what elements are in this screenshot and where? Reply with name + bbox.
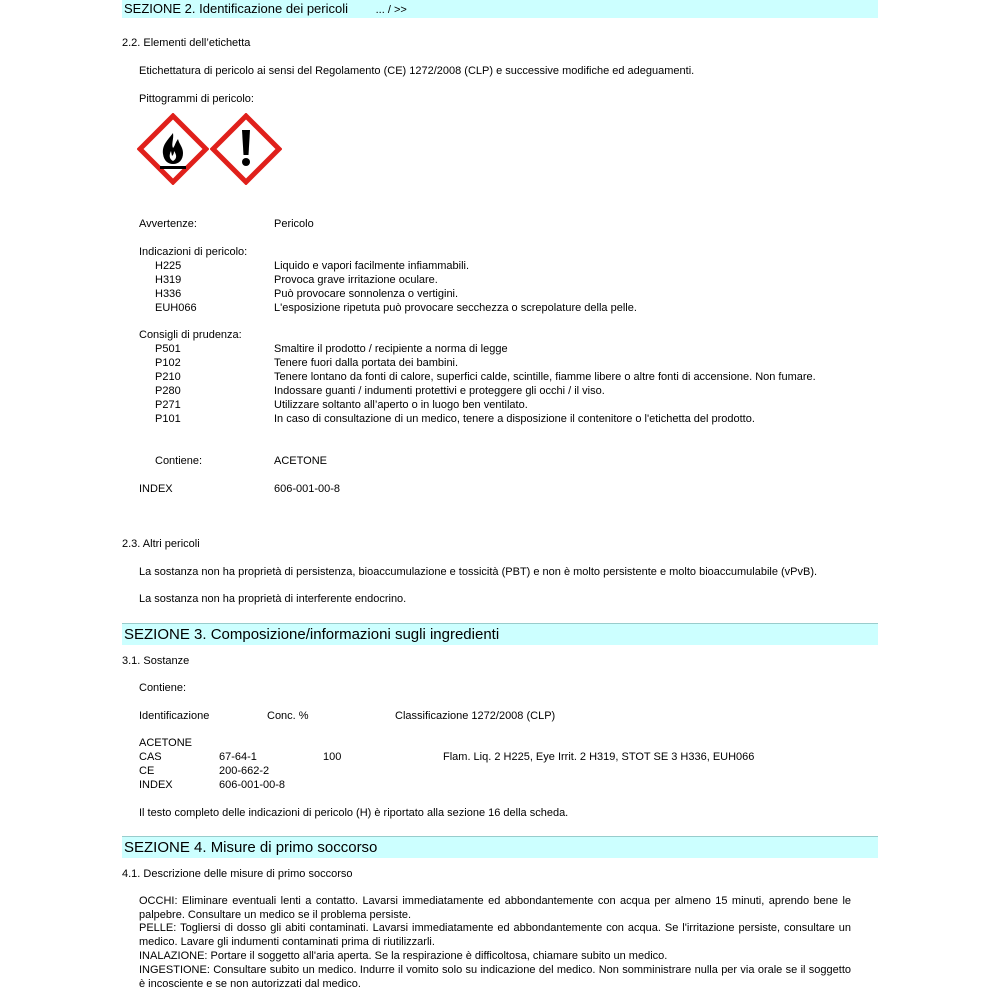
heading-3-1: 3.1. Sostanze <box>122 655 190 667</box>
first-aid-ingestion: INGESTIONE: Consultare subito un medico. Indurre il vomito solo su indicazione del medico. Non somministrare nulla per via orale se il soggetto è incosciente e se non autorizzati dal medico. <box>139 964 851 990</box>
precaution-code: P102 <box>155 357 181 369</box>
precaution-code: P280 <box>155 385 181 397</box>
row-classification: Flam. Liq. 2 H225, Eye Irrit. 2 H319, STOT SE 3 H336, EUH066 <box>443 751 755 763</box>
labelling-text: Etichettatura di pericolo ai sensi del Regolamento (CE) 1272/2008 (CLP) e successive modifiche ed adeguamenti. <box>139 65 695 77</box>
other-hazards-pbt: La sostanza non ha proprietà di persistenza, bioaccumulazione e tossicità (PBT) e non è molto persistente e molto bioaccumulabile (vPvB). <box>139 566 818 578</box>
precautionary-statements-label: Consigli di prudenza: <box>139 329 242 341</box>
hazard-text: Può provocare sonnolenza o vertigini. <box>274 288 459 300</box>
row-concentration: 100 <box>323 751 342 763</box>
continuation-marker: ... / >> <box>375 4 407 16</box>
other-hazards-endocrine: La sostanza non ha proprietà di interferente endocrino. <box>139 593 407 605</box>
hazard-code: H225 <box>155 260 182 272</box>
precaution-text: Indossare guanti / indumenti protettivi e proteggere gli occhi / il viso. <box>274 385 605 397</box>
flame-pictogram-icon <box>137 113 209 185</box>
first-aid-eyes: OCCHI: Eliminare eventuali lenti a contatto. Lavarsi immediatamente ed abbondantemente con acqua per almeno 15 minuti, aprendo bene le palpebre. Consultare un medico se il problema persiste. <box>139 895 851 921</box>
pictograms-label: Pittogrammi di pericolo: <box>139 93 254 105</box>
row-value: 606-001-00-8 <box>219 779 286 791</box>
precaution-text: In caso di consultazione di un medico, tenere a disposizione il contenitore o l'etichetta del prodotto. <box>274 413 755 425</box>
hazard-text: Liquido e vapori facilmente infiammabili. <box>274 260 470 272</box>
row-key: CAS <box>139 751 162 763</box>
hazard-code: H336 <box>155 288 182 300</box>
precaution-code: P101 <box>155 413 181 425</box>
first-aid-inhalation: INALAZIONE: Portare il soggetto all'aria aperta. Se la respirazione è difficoltosa, chiamare subito un medico. <box>139 950 668 962</box>
heading-2-2: 2.2. Elementi dell’etichetta <box>122 37 251 49</box>
section-2-header <box>122 0 878 18</box>
row-key: CE <box>139 765 155 777</box>
index-value: 606-001-00-8 <box>274 483 341 495</box>
heading-4-1: 4.1. Descrizione delle misure di primo soccorso <box>122 868 353 880</box>
row-value: 200-662-2 <box>219 765 270 777</box>
section-4-header <box>122 836 878 858</box>
substance-name: ACETONE <box>139 737 192 749</box>
precaution-code: P271 <box>155 399 181 411</box>
column-identification: Identificazione <box>139 710 210 722</box>
section-3-note: Il testo completo delle indicazioni di pericolo (H) è riportato alla sezione 16 della scheda. <box>139 807 569 819</box>
hazard-text: Provoca grave irritazione oculare. <box>274 274 438 286</box>
precaution-text: Utilizzare soltanto all’aperto o in luogo ben ventilato. <box>274 399 528 411</box>
section-4-title: SEZIONE 4. Misure di primo soccorso <box>124 839 378 856</box>
contains-label: Contiene: <box>155 455 203 467</box>
hazard-text: L'esposizione ripetuta può provocare secchezza o screpolature della pelle. <box>274 302 637 314</box>
first-aid-skin: PELLE: Togliersi di dosso gli abiti contaminati. Lavarsi immediatamente ed abbondantemente con acqua. Se l'irritazione persiste, consultare un medico. Lavare gli indumenti contaminati prima di riutilizzarli. <box>139 922 851 948</box>
precaution-text: Tenere fuori dalla portata dei bambini. <box>274 357 459 369</box>
section-2-title: SEZIONE 2. Identificazione dei pericoli <box>124 1 348 16</box>
section-3-title: SEZIONE 3. Composizione/informazioni sugli ingredienti <box>124 626 500 643</box>
section-3-header <box>122 623 878 645</box>
index-label: INDEX <box>139 483 173 495</box>
exclamation-pictogram-icon <box>210 113 282 185</box>
precaution-code: P210 <box>155 371 181 383</box>
precaution-code: P501 <box>155 343 181 355</box>
row-key: INDEX <box>139 779 173 791</box>
contains-label-3: Contiene: <box>139 682 187 694</box>
row-value: 67-64-1 <box>219 751 257 763</box>
signal-word-label: Avvertenze: <box>139 218 197 230</box>
contains-value: ACETONE <box>274 455 327 467</box>
heading-2-3: 2.3. Altri pericoli <box>122 538 200 550</box>
hazard-statements-label: Indicazioni di pericolo: <box>139 246 248 258</box>
precaution-text: Tenere lontano da fonti di calore, superfici calde, scintille, fiamme libere o altre fonti di accensione. Non fumare. <box>274 371 816 383</box>
column-concentration: Conc. % <box>267 710 309 722</box>
hazard-code: H319 <box>155 274 182 286</box>
column-classification: Classificazione 1272/2008 (CLP) <box>395 710 556 722</box>
precaution-text: Smaltire il prodotto / recipiente a norma di legge <box>274 343 508 355</box>
hazard-code: EUH066 <box>155 302 197 314</box>
signal-word-value: Pericolo <box>274 218 314 230</box>
